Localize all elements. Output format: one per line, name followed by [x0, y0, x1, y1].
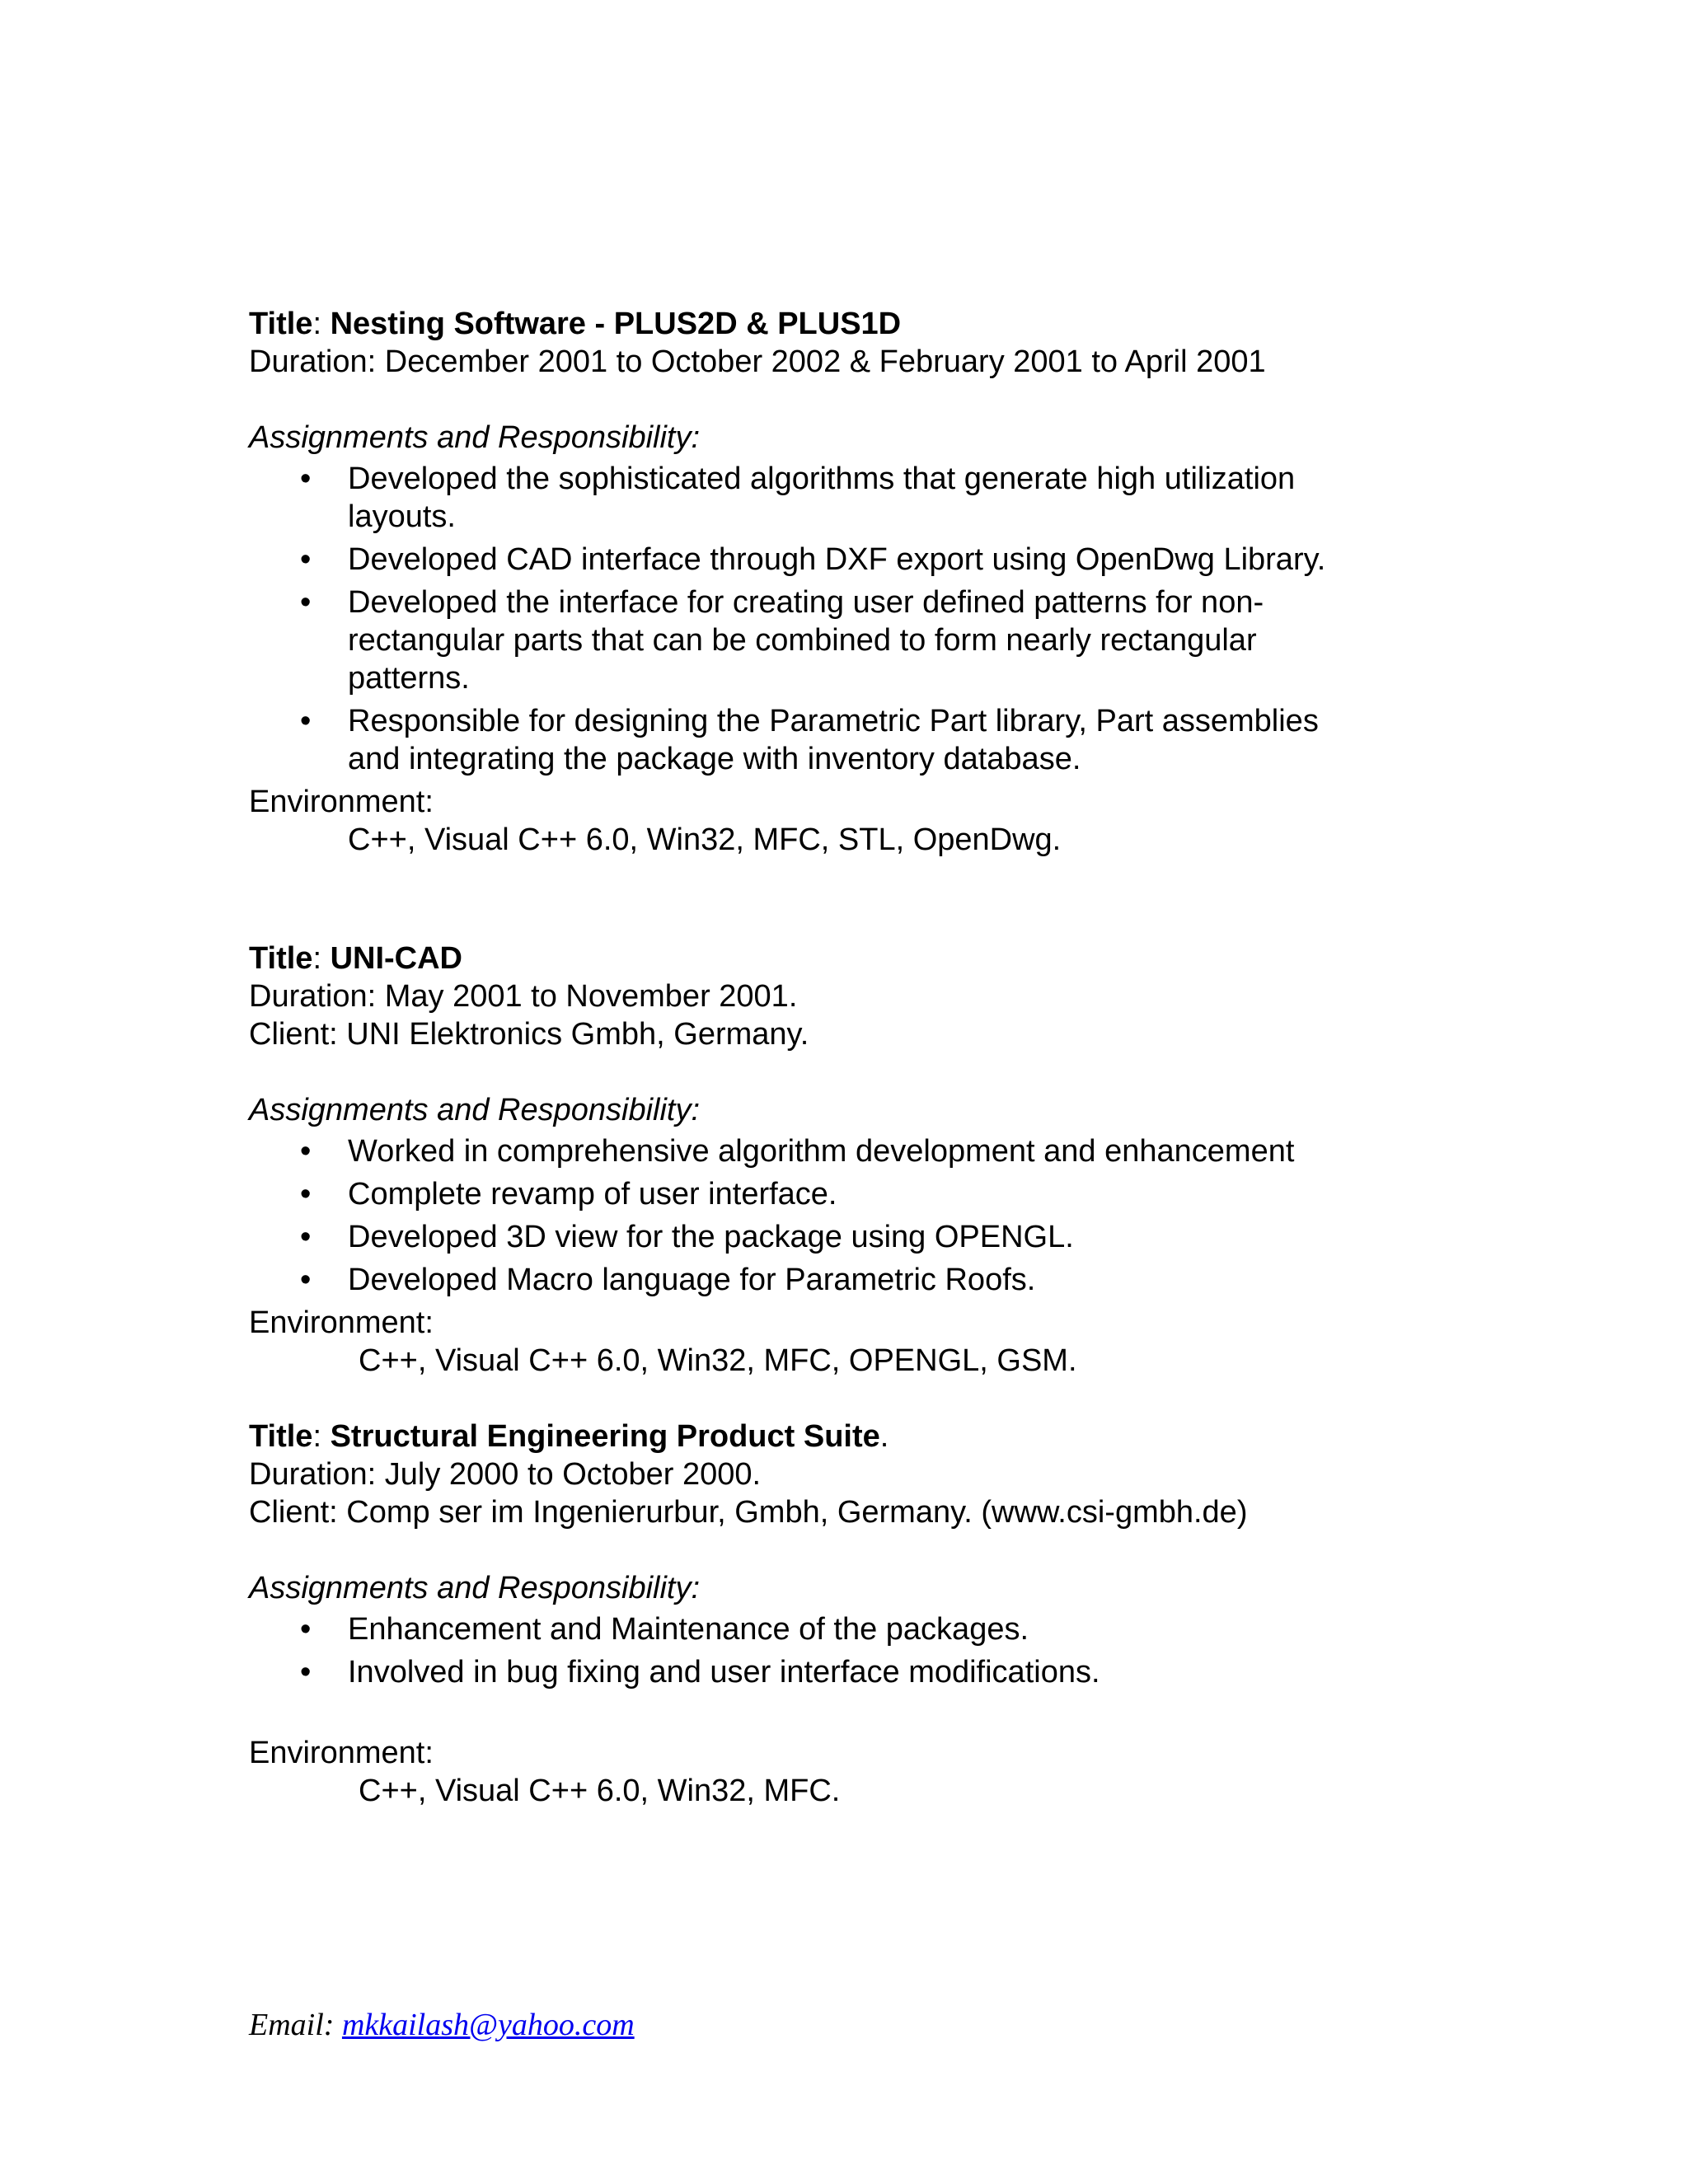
list-item-text: Developed the interface for creating user defined patterns for non-rectangular parts that can be combined to form nearly rectangular patterns.: [348, 585, 1264, 696]
responsibility-list: [249, 1132, 1469, 1299]
list-item-text: Enhancement and Maintenance of the packages.: [348, 1612, 1029, 1647]
environment-label: Environment:: [249, 1305, 434, 1340]
bullet-icon: •: [300, 585, 312, 620]
assignments-heading: Assignments and Responsibility:: [249, 1093, 701, 1127]
project-uni-cad: [249, 940, 1469, 1380]
bullet-icon: •: [300, 1263, 312, 1297]
project-client: Client: Comp ser im Ingenierurbur, Gmbh, Germany. (www.csi-gmbh.de): [249, 1495, 1248, 1530]
project-client: Client: UNI Elektronics Gmbh, Germany.: [249, 1017, 809, 1052]
environment-value: C++, Visual C++ 6.0, Win32, MFC, OPENGL, GSM.: [359, 1343, 1077, 1378]
bullet-icon: •: [300, 1612, 312, 1647]
project-title: [249, 1418, 1469, 1455]
list-item: [249, 1218, 1370, 1256]
list-item-text: Developed Macro language for Parametric Roofs.: [348, 1263, 1036, 1297]
list-item-text: Developed 3D view for the package using OPENGL.: [348, 1220, 1074, 1254]
title-separator: :: [312, 941, 331, 976]
list-item: [249, 1132, 1370, 1170]
title-separator: :: [312, 1419, 331, 1454]
title-label: Title: [249, 941, 313, 976]
list-item: [249, 541, 1370, 579]
environment-value: C++, Visual C++ 6.0, Win32, MFC, STL, OpenDwg.: [348, 823, 1062, 857]
bullet-icon: •: [300, 1220, 312, 1254]
bullet-icon: •: [300, 1134, 312, 1169]
assignments-heading: Assignments and Responsibility:: [249, 420, 701, 455]
environment-label: Environment:: [249, 1736, 434, 1770]
bullet-icon: •: [300, 704, 312, 738]
email-link[interactable]: mkkailash@yahoo.com: [341, 2008, 635, 2042]
project-title: [249, 305, 1469, 343]
list-item-text: Complete revamp of user interface.: [348, 1177, 837, 1212]
list-item-text: Developed the sophisticated algorithms that generate high utilization layouts.: [348, 462, 1296, 534]
list-item: [249, 1261, 1370, 1299]
list-item: [249, 460, 1370, 536]
responsibility-list: [249, 1610, 1469, 1691]
list-item: [249, 1175, 1370, 1213]
title-label: Title: [249, 307, 313, 341]
project-structural-engineering: [249, 1418, 1469, 1810]
title-value: UNI-CAD: [330, 941, 462, 976]
title-separator: :: [312, 307, 331, 341]
title-label: Title: [249, 1419, 313, 1454]
email-label: Email:: [249, 2008, 342, 2042]
project-nesting-software: [249, 305, 1469, 859]
project-duration: Duration: July 2000 to October 2000.: [249, 1457, 762, 1492]
project-duration: Duration: December 2001 to October 2002 & February 2001 to April 2001: [249, 344, 1266, 379]
bullet-icon: •: [300, 1655, 312, 1690]
list-item-text: Developed CAD interface through DXF export using OpenDwg Library.: [348, 542, 1326, 577]
project-duration: Duration: May 2001 to November 2001.: [249, 979, 798, 1014]
assignments-heading: Assignments and Responsibility:: [249, 1571, 701, 1605]
environment-label: Environment:: [249, 785, 434, 819]
list-item-text: Worked in comprehensive algorithm development and enhancement: [348, 1134, 1295, 1169]
project-title: [249, 940, 1469, 977]
title-suffix: .: [879, 1419, 889, 1454]
environment-value: C++, Visual C++ 6.0, Win32, MFC.: [359, 1774, 841, 1808]
list-item: [249, 702, 1370, 778]
list-item: [249, 1653, 1370, 1691]
title-value: Structural Engineering Product Suite: [330, 1419, 880, 1454]
title-value: Nesting Software - PLUS2D & PLUS1D: [330, 307, 902, 341]
list-item-text: Responsible for designing the Parametric Part library, Part assemblies and integrating the package with inventory database.: [348, 704, 1319, 776]
list-item-text: Involved in bug fixing and user interface modifications.: [348, 1655, 1100, 1690]
bullet-icon: •: [300, 462, 312, 496]
bullet-icon: •: [300, 542, 312, 577]
footer-email: [249, 2006, 635, 2044]
bullet-icon: •: [300, 1177, 312, 1212]
list-item: [249, 1610, 1370, 1648]
list-item: [249, 583, 1370, 697]
responsibility-list: [249, 460, 1469, 778]
